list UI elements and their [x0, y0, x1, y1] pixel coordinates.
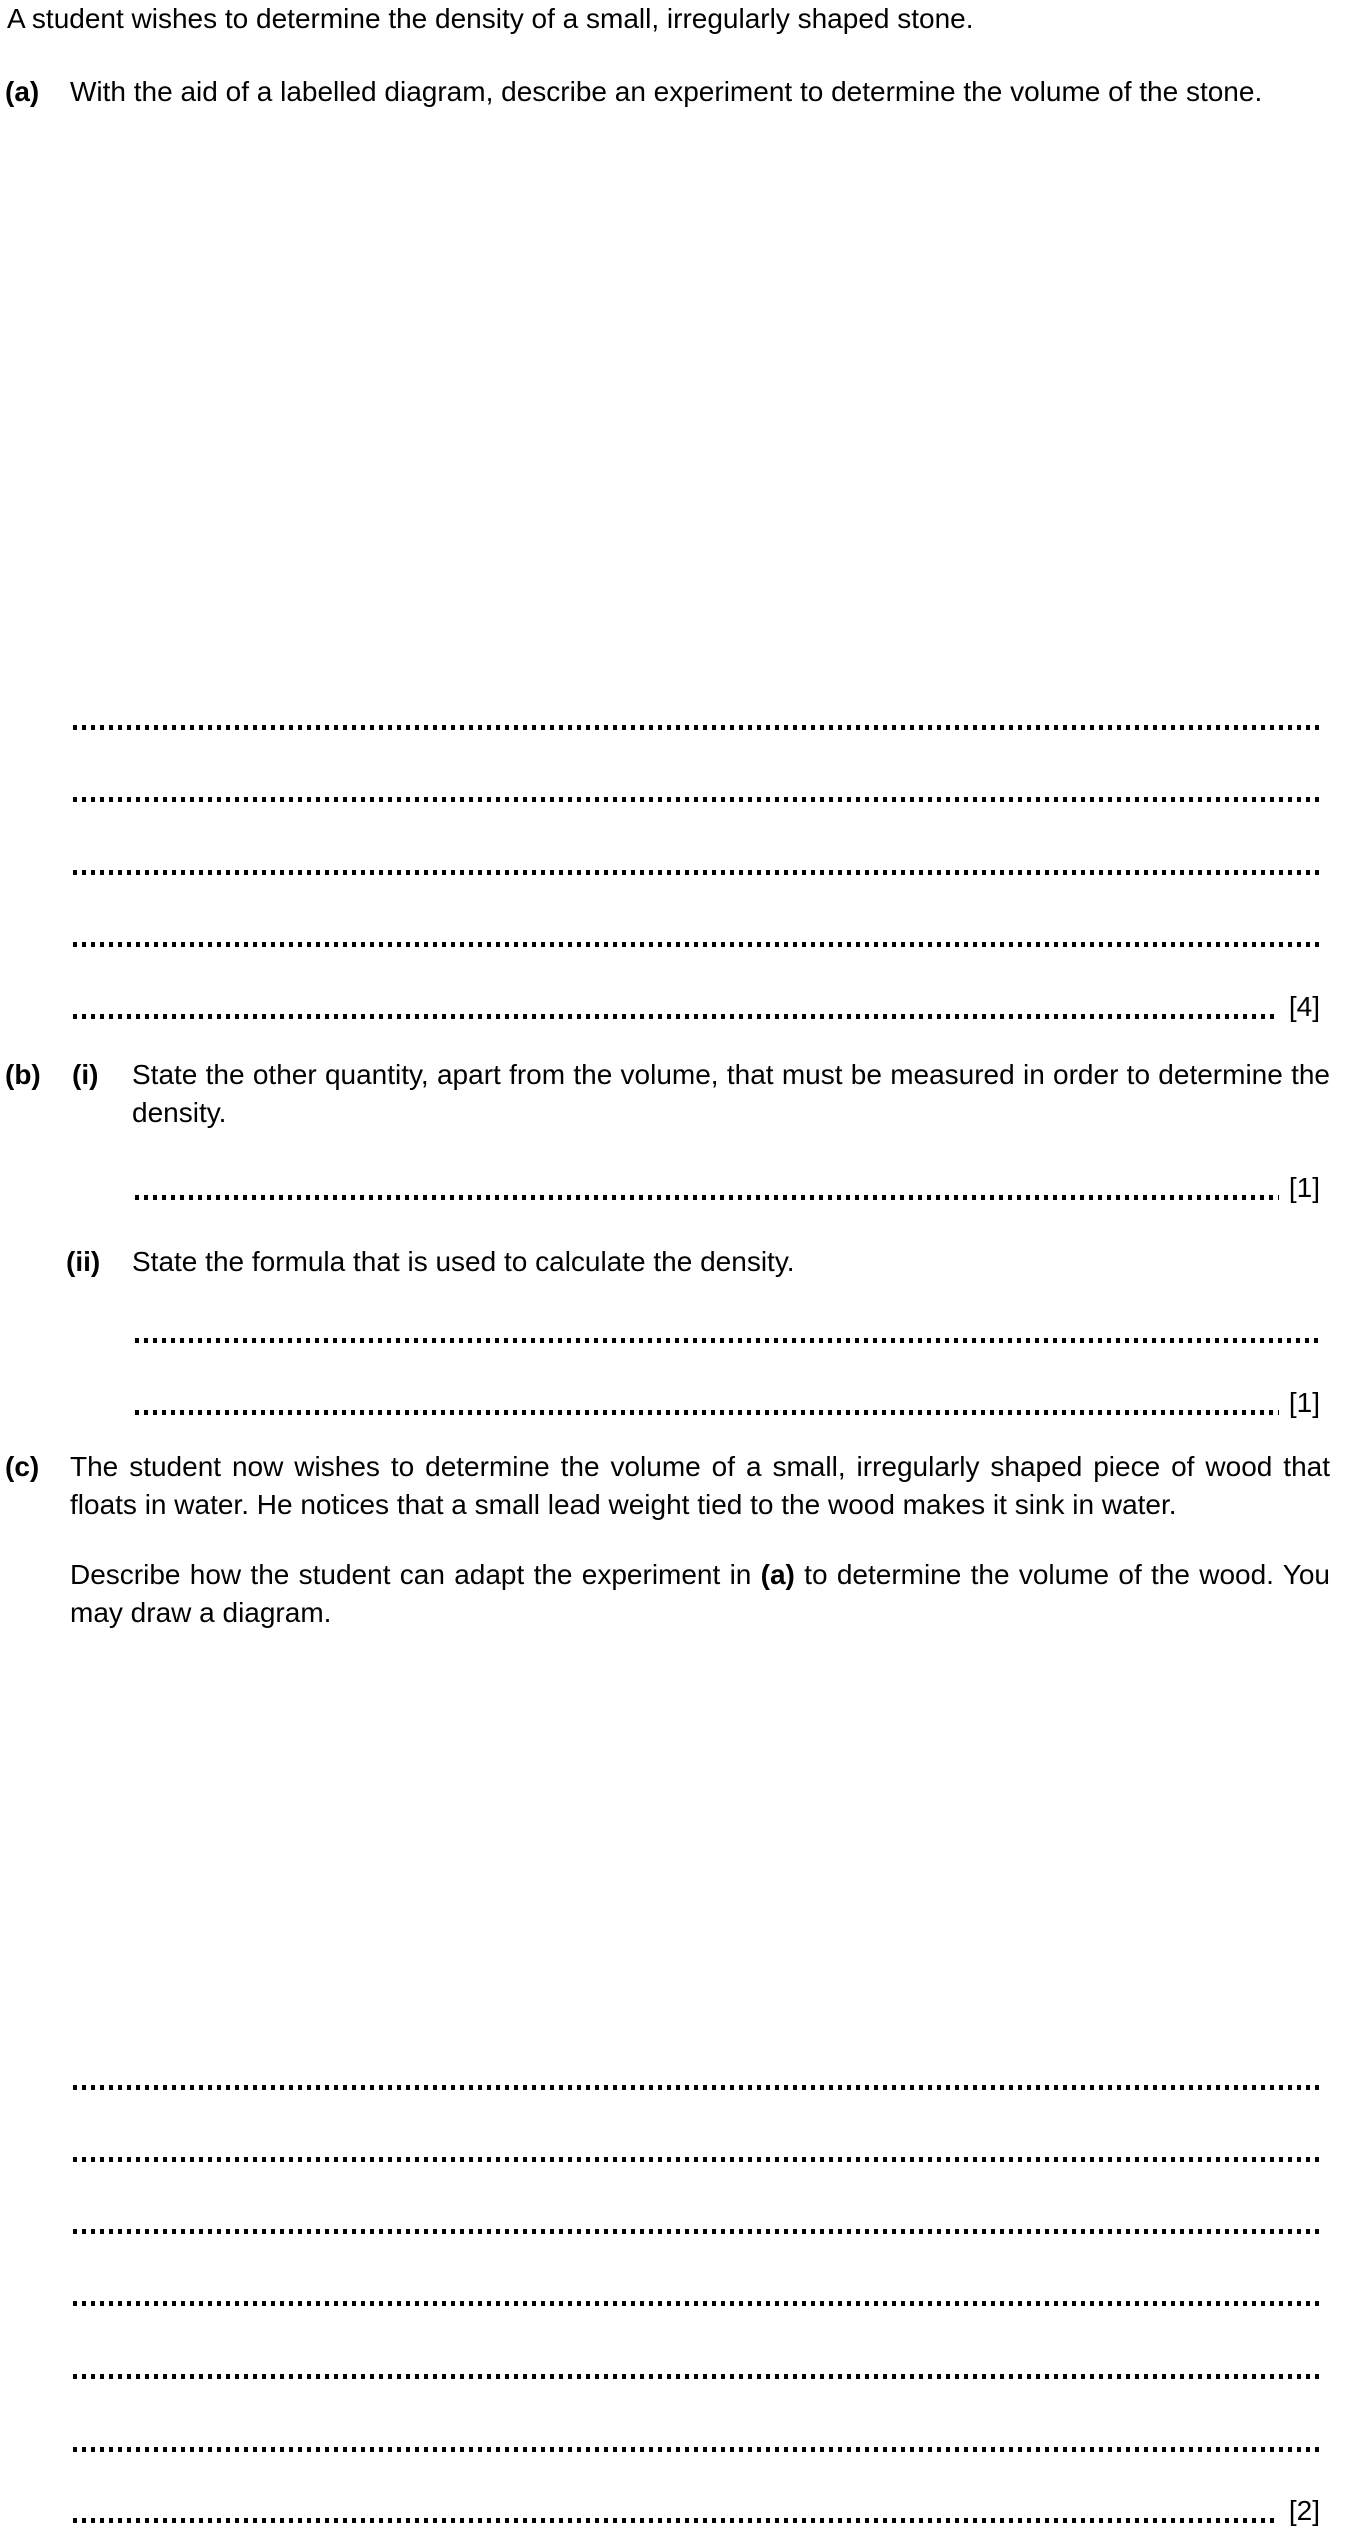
- dotted-rule: [73, 2229, 1320, 2234]
- answer-line: [73, 2131, 1320, 2169]
- question-intro-text: A student wishes to determine the density of a small, irregularly shaped stone.: [7, 3, 974, 34]
- question-c-paragraph2-text: Describe how the student can adapt the experiment in: [70, 1559, 761, 1590]
- answer-line: [73, 2059, 1320, 2097]
- dotted-rule: [135, 1410, 1279, 1415]
- dotted-rule: [73, 2301, 1320, 2306]
- answer-line: [73, 771, 1320, 809]
- answer-line: [73, 988, 1320, 1026]
- answer-line: [73, 2203, 1320, 2241]
- question-b-i-text: State the other quantity, apart from the volume, that must be measured in order to determine the density.: [132, 1059, 1330, 1128]
- marks-badge-b-ii: [1]: [1288, 1387, 1320, 1418]
- dotted-rule: [73, 2518, 1279, 2523]
- dotted-rule: [73, 1014, 1279, 1019]
- question-b-ii-text: State the formula that is used to calculate the density.: [132, 1246, 795, 1277]
- question-b-i-label: (i): [72, 1059, 99, 1090]
- answer-line: [73, 844, 1320, 882]
- question-c-paragraph2-text-end: to determine the volume of the wood. You may draw a diagram.: [70, 1559, 1330, 1628]
- question-b-ii-label: (ii): [66, 1246, 101, 1277]
- dotted-rule: [135, 1338, 1320, 1343]
- question-c-a-reference: (a): [760, 1559, 795, 1590]
- question-a-text: With the aid of a labelled diagram, describe an experiment to determine the volume of the stone.: [70, 76, 1263, 107]
- dotted-rule: [73, 2157, 1320, 2162]
- answer-line: [73, 2348, 1320, 2386]
- answer-line: [73, 916, 1320, 954]
- answer-line: [135, 1384, 1320, 1422]
- marks-badge-b-i: [1]: [1288, 1172, 1320, 1203]
- question-a-label: (a): [5, 76, 40, 107]
- dotted-rule: [73, 2085, 1320, 2090]
- dotted-rule: [73, 942, 1320, 947]
- dotted-rule: [73, 870, 1320, 875]
- answer-line: [73, 2492, 1320, 2530]
- question-c-paragraph2: [70, 1556, 1330, 1632]
- dotted-rule: [73, 2447, 1320, 2452]
- answer-line: [73, 2421, 1320, 2459]
- answer-line: [135, 1312, 1320, 1350]
- question-c-label: (c): [5, 1451, 40, 1482]
- answer-line: [73, 2275, 1320, 2313]
- answer-line: [73, 699, 1320, 737]
- dotted-rule: [73, 725, 1320, 730]
- dotted-rule: [73, 2374, 1320, 2379]
- question-b-label: (b): [5, 1059, 41, 1090]
- question-c-paragraph1: The student now wishes to determine the volume of a small, irregularly shaped piece of wood that floats in water. He notices that a small lead weight tied to the wood makes it sink in water.: [70, 1451, 1330, 1520]
- answer-line: [135, 1169, 1320, 1207]
- marks-badge-a: [4]: [1288, 991, 1320, 1022]
- dotted-rule: [135, 1195, 1279, 1200]
- marks-badge-c: [2]: [1288, 2495, 1320, 2526]
- dotted-rule: [73, 797, 1320, 802]
